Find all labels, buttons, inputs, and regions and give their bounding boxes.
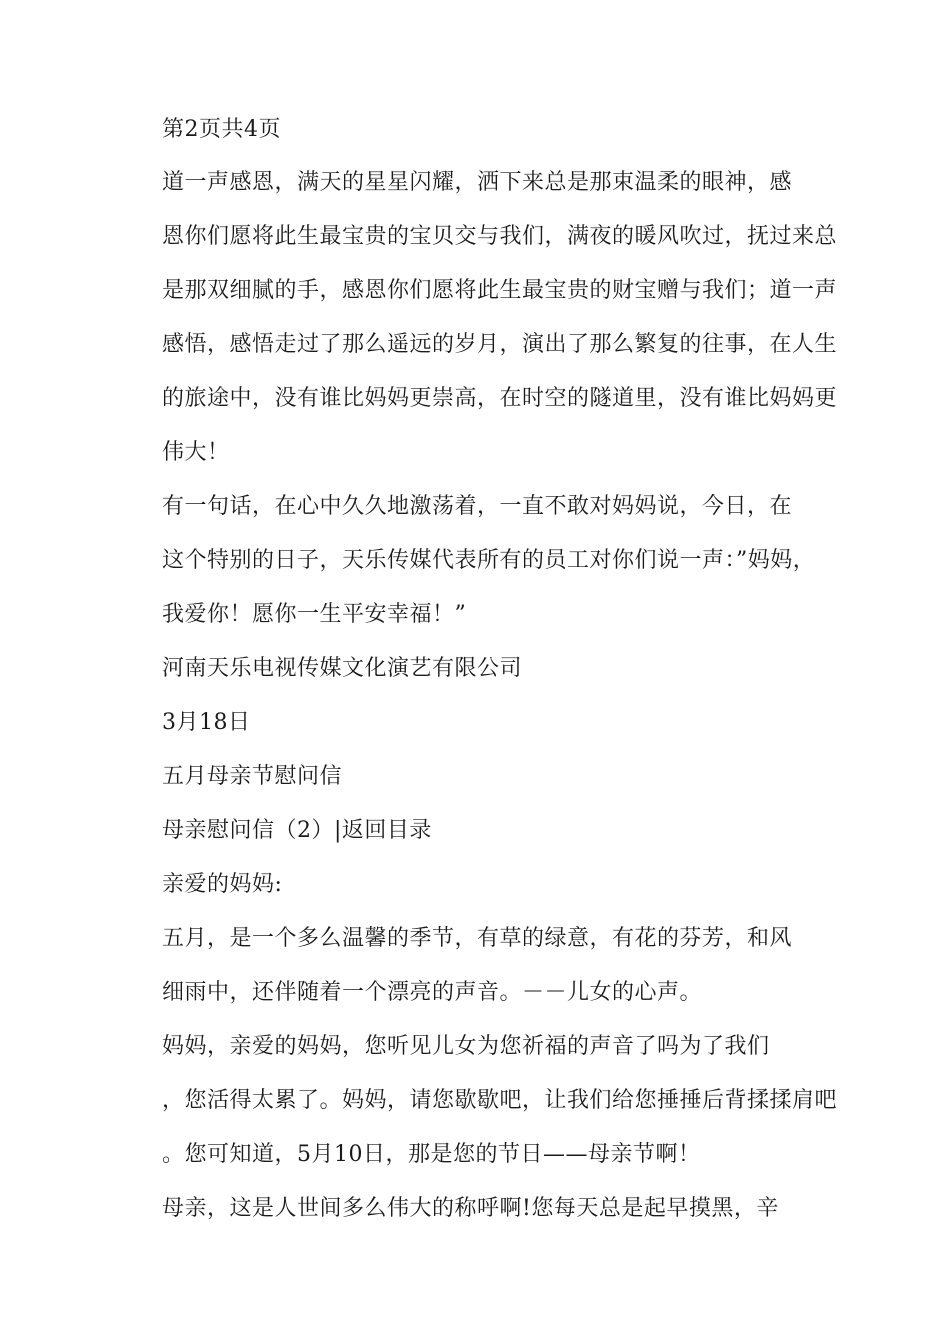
paragraph-line: 的旅途中，没有谁比妈妈更崇高，在时空的隧道里，没有谁比妈妈更 bbox=[162, 386, 838, 411]
paragraph-line: 这个特别的日子，天乐传媒代表所有的员工对你们说一声：”妈妈， bbox=[162, 548, 816, 573]
date-line: 3月18日 bbox=[162, 710, 251, 735]
paragraph-line: ，您活得太累了。妈妈，请您歇歇吧，让我们给您捶捶后背揉揉肩吧 bbox=[162, 1088, 838, 1113]
paragraph-line: 妈妈，亲爱的妈妈，您听见儿女为您祈福的声音了吗为了我们 bbox=[162, 1034, 770, 1059]
company-name: 河南天乐电视传媒文化演艺有限公司 bbox=[162, 656, 523, 681]
paragraph-line: 。您可知道，5月10日，那是您的节日——母亲节啊！ bbox=[162, 1142, 701, 1167]
paragraph-line: 道一声感恩，满天的星星闪耀，洒下来总是那束温柔的眼神，感 bbox=[162, 170, 793, 195]
paragraph-line: 细雨中，还伴随着一个漂亮的声音。－－儿女的心声。 bbox=[162, 980, 703, 1005]
paragraph-line: 我爱你！愿你一生平安幸福！” bbox=[162, 602, 467, 627]
paragraph-line: 感悟，感悟走过了那么遥远的岁月，演出了那么繁复的往事，在人生 bbox=[162, 332, 838, 357]
page-indicator: 第2页共4页 bbox=[162, 117, 281, 142]
paragraph-line: 恩你们愿将此生最宝贵的宝贝交与我们，满夜的暖风吹过，抚过来总 bbox=[162, 224, 838, 249]
section-title: 五月母亲节慰问信 bbox=[162, 764, 343, 789]
paragraph-line: 是那双细腻的手，感恩你们愿将此生最宝贵的财宝赠与我们；道一声 bbox=[162, 278, 838, 303]
section-link[interactable]: 母亲慰问信（2）|返回目录 bbox=[162, 818, 432, 843]
paragraph-line: 母亲，这是人世间多么伟大的称呼啊!您每天总是起早摸黑，辛 bbox=[162, 1196, 779, 1221]
salutation: 亲爱的妈妈: bbox=[162, 872, 283, 897]
paragraph-line: 伟大！ bbox=[162, 440, 230, 465]
paragraph-line: 有一句话，在心中久久地激荡着，一直不敢对妈妈说，今日，在 bbox=[162, 494, 793, 519]
paragraph-line: 五月，是一个多么温馨的季节，有草的绿意，有花的芬芳，和风 bbox=[162, 926, 793, 951]
